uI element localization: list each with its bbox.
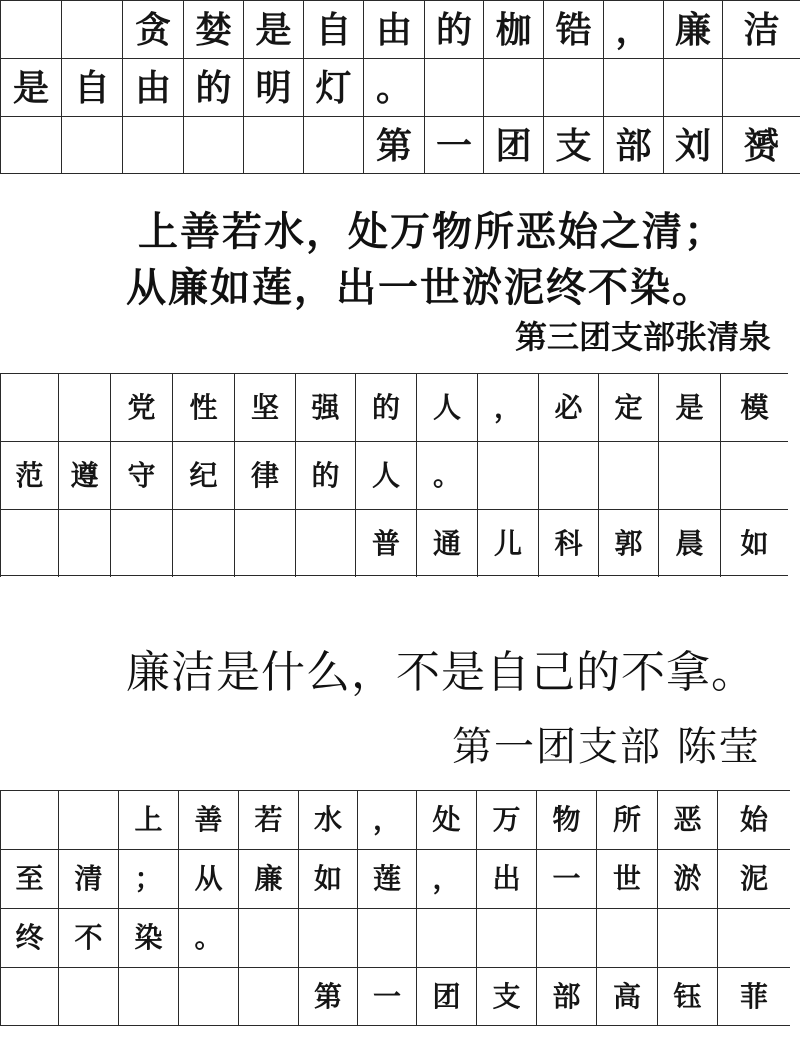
grid-cell: 普	[355, 509, 416, 577]
grid-cell: 物	[536, 790, 596, 849]
grid-cell: 。	[363, 58, 424, 116]
grid-cell: 锆	[543, 0, 603, 58]
grid-cell: 坚	[234, 373, 295, 441]
grid-cell: ，	[416, 849, 476, 908]
grid-cell	[58, 790, 118, 849]
grid-cell	[61, 116, 122, 174]
grid-paper-block-gao-yufei	[0, 790, 790, 1025]
grid-cell	[538, 441, 598, 509]
grid-cell	[234, 509, 295, 577]
grid-cell: 部	[536, 967, 596, 1026]
grid-cell: 第	[298, 967, 357, 1026]
grid-cell: 由	[363, 0, 424, 58]
grid-cell: 一	[357, 967, 416, 1026]
grid-paper-block-guo-chenru	[0, 373, 788, 575]
grid-cell: 贪	[122, 0, 183, 58]
grid-cell	[657, 908, 717, 967]
grid-cell	[298, 908, 357, 967]
grid-cell: 从	[178, 849, 238, 908]
grid-cell: 始	[717, 790, 790, 849]
grid-row	[0, 441, 788, 509]
grid-cell	[0, 373, 58, 441]
grid-cell: 处	[416, 790, 476, 849]
grid-cell: 刘	[663, 116, 722, 174]
grid-cell	[122, 116, 183, 174]
grid-cell	[303, 116, 363, 174]
grid-cell: 由	[122, 58, 183, 116]
grid-cell	[238, 967, 298, 1026]
grid-row	[0, 967, 790, 1026]
grid-row	[0, 908, 790, 967]
grid-cell	[61, 0, 122, 58]
grid-cell: 世	[596, 849, 657, 908]
grid-cell: 枷	[483, 0, 543, 58]
grid-cell	[172, 509, 234, 577]
grid-cell	[720, 441, 788, 509]
grid-cell: 强	[295, 373, 355, 441]
grid-cell: 婪	[183, 0, 243, 58]
grid-cell	[603, 58, 663, 116]
grid-cell: 是	[0, 58, 61, 116]
grid-cell: 科	[538, 509, 598, 577]
grid-cell	[0, 509, 58, 577]
grid-bottom-edge	[0, 575, 788, 576]
grid-paper-block-liu-yun	[0, 0, 800, 173]
grid-cell: 若	[238, 790, 298, 849]
grid-cell: 钰	[657, 967, 717, 1026]
grid-cell: 赟	[722, 116, 800, 174]
grid-cell: 菲	[717, 967, 790, 1026]
grid-cell	[58, 967, 118, 1026]
handwritten-line: 上善若水，处万物所恶始之清；	[138, 208, 726, 255]
grid-cell	[477, 441, 538, 509]
grid-cell: 明	[243, 58, 303, 116]
grid-cell: 自	[303, 0, 363, 58]
grid-cell	[357, 908, 416, 967]
grid-cell	[0, 967, 58, 1026]
grid-cell: 的	[295, 441, 355, 509]
grid-cell: 恶	[657, 790, 717, 849]
grid-cell	[424, 58, 483, 116]
grid-cell: 善	[178, 790, 238, 849]
grid-cell: 洁	[722, 0, 800, 58]
grid-cell	[543, 58, 603, 116]
grid-row	[0, 58, 800, 116]
grid-cell: 守	[110, 441, 172, 509]
grid-cell: 。	[416, 441, 477, 509]
grid-cell: 纪	[172, 441, 234, 509]
grid-cell: 如	[720, 509, 788, 577]
grid-cell	[0, 116, 61, 174]
grid-cell: 染	[118, 908, 178, 967]
grid-cell	[536, 908, 596, 967]
grid-cell: 儿	[477, 509, 538, 577]
grid-bottom-edge	[0, 1025, 790, 1026]
grid-row	[0, 373, 788, 441]
grid-cell	[58, 373, 110, 441]
grid-cell	[183, 116, 243, 174]
grid-cell	[476, 908, 536, 967]
grid-cell: 团	[416, 967, 476, 1026]
grid-cell	[110, 509, 172, 577]
grid-cell	[58, 509, 110, 577]
grid-cell: 自	[61, 58, 122, 116]
grid-cell: 出	[476, 849, 536, 908]
grid-cell: 的	[355, 373, 416, 441]
grid-cell: 高	[596, 967, 657, 1026]
grid-cell: 模	[720, 373, 788, 441]
grid-cell: 终	[0, 908, 58, 967]
grid-cell	[238, 908, 298, 967]
grid-cell: 。	[178, 908, 238, 967]
grid-row	[0, 790, 790, 849]
grid-cell: 的	[183, 58, 243, 116]
grid-cell	[0, 0, 61, 58]
grid-cell: 是	[658, 373, 720, 441]
grid-cell: ；	[118, 849, 178, 908]
grid-cell: 水	[298, 790, 357, 849]
grid-cell	[663, 58, 722, 116]
grid-cell: 性	[172, 373, 234, 441]
grid-cell: 晨	[658, 509, 720, 577]
grid-cell: 郭	[598, 509, 658, 577]
grid-row	[0, 0, 800, 58]
grid-cell: 如	[298, 849, 357, 908]
grid-cell: 一	[536, 849, 596, 908]
grid-cell	[178, 967, 238, 1026]
grid-cell	[717, 908, 790, 967]
grid-cell: 至	[0, 849, 58, 908]
grid-cell: 莲	[357, 849, 416, 908]
grid-cell	[295, 509, 355, 577]
grid-cell: 一	[424, 116, 483, 174]
grid-cell: 第	[363, 116, 424, 174]
grid-cell: 不	[58, 908, 118, 967]
grid-cell: 支	[476, 967, 536, 1026]
handwritten-line: 从廉如莲，出一世淤泥终不染。	[126, 264, 714, 311]
grid-cell: 党	[110, 373, 172, 441]
grid-cell	[658, 441, 720, 509]
grid-cell	[483, 58, 543, 116]
grid-cell: 所	[596, 790, 657, 849]
grid-cell	[243, 116, 303, 174]
grid-cell: ，	[357, 790, 416, 849]
grid-row	[0, 116, 800, 174]
grid-cell: 万	[476, 790, 536, 849]
grid-cell: 清	[58, 849, 118, 908]
handwritten-line: 廉洁是什么，不是自己的不拿。	[126, 647, 756, 698]
grid-row	[0, 509, 788, 577]
grid-cell	[118, 967, 178, 1026]
handwritten-signature-line: 第三团支部张清泉	[515, 318, 772, 356]
grid-cell: 廉	[238, 849, 298, 908]
grid-cell: 定	[598, 373, 658, 441]
grid-cell: 人	[416, 373, 477, 441]
grid-bottom-edge	[0, 173, 800, 174]
grid-cell: 上	[118, 790, 178, 849]
grid-cell: 淤	[657, 849, 717, 908]
grid-cell: 必	[538, 373, 598, 441]
grid-cell	[722, 58, 800, 116]
grid-cell	[0, 790, 58, 849]
grid-cell: 通	[416, 509, 477, 577]
grid-cell: 廉	[663, 0, 722, 58]
grid-cell: 遵	[58, 441, 110, 509]
grid-cell: 人	[355, 441, 416, 509]
grid-cell: 是	[243, 0, 303, 58]
grid-cell: ，	[477, 373, 538, 441]
grid-cell	[598, 441, 658, 509]
grid-cell: 团	[483, 116, 543, 174]
grid-cell: ，	[603, 0, 663, 58]
grid-cell: 的	[424, 0, 483, 58]
grid-row	[0, 849, 790, 908]
grid-cell: 部	[603, 116, 663, 174]
grid-cell: 泥	[717, 849, 790, 908]
grid-cell: 范	[0, 441, 58, 509]
grid-cell	[596, 908, 657, 967]
grid-cell: 灯	[303, 58, 363, 116]
grid-cell: 律	[234, 441, 295, 509]
handwritten-signature-line: 第一团支部 陈莹	[452, 724, 761, 770]
grid-cell: 支	[543, 116, 603, 174]
grid-cell	[416, 908, 476, 967]
